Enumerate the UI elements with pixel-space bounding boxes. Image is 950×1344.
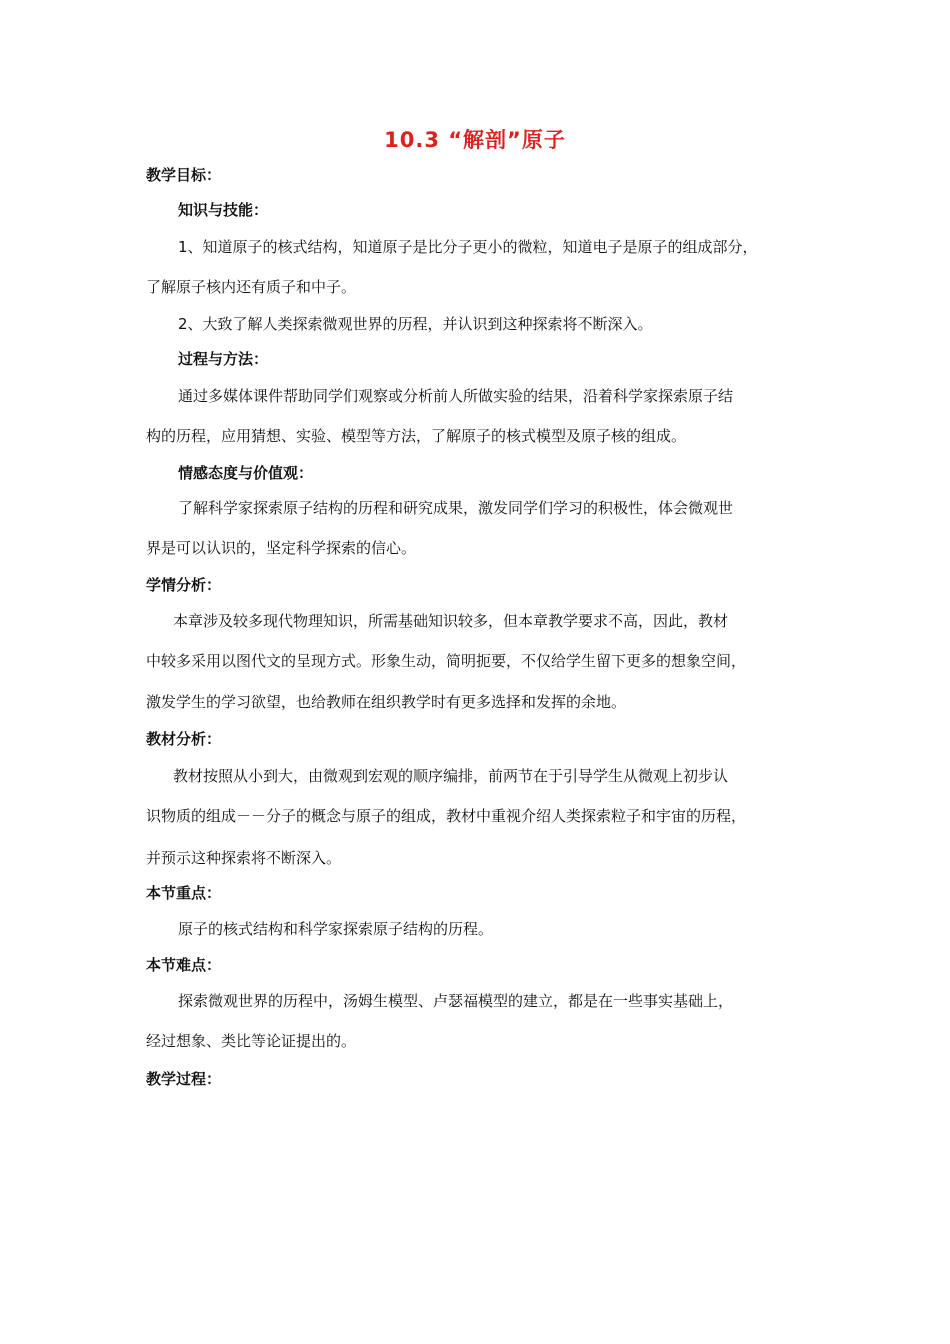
difficulties-line2: 经过想象、类比等论证提出的。: [146, 1032, 357, 1050]
student-analysis-line2: 中较多采用以图代文的呈现方式。形象生动，简明扼要，不仅给学生留下更多的想象空间，: [146, 652, 747, 670]
material-analysis-line2: 识物质的组成－－分子的概念与原子的组成，教材中重视介绍人类探索粒子和宇宙的历程，: [146, 807, 747, 825]
process-methods-subheading: 过程与方法：: [178, 350, 269, 368]
knowledge-item1-line1: 1、知道原子的核式结构，知道原子是比分子更小的微粒，知道电子是原子的组成部分，: [178, 238, 758, 256]
document-title: 10.3 “解剖”原子: [384, 128, 566, 152]
key-points-heading: 本节重点：: [146, 884, 222, 902]
student-analysis-line1: 本章涉及较多现代物理知识，所需基础知识较多，但本章教学要求不高，因此，教材: [173, 612, 729, 630]
knowledge-item1-line2: 了解原子核内还有质子和中子。: [146, 278, 357, 296]
key-points-line1: 原子的核式结构和科学家探索原子结构的历程。: [178, 920, 494, 938]
material-analysis-heading: 教材分析：: [146, 730, 222, 748]
process-methods-line1: 通过多媒体课件帮助同学们观察或分析前人所做实验的结果，沿着科学家探索原子结: [178, 387, 734, 405]
material-analysis-line3: 并预示这种探索将不断深入。: [146, 849, 342, 867]
teaching-process-heading: 教学过程：: [146, 1070, 222, 1088]
knowledge-item2: 2、大致了解人类探索微观世界的历程，并认识到这种探索将不断深入。: [178, 315, 653, 333]
knowledge-skills-subheading: 知识与技能：: [178, 201, 269, 219]
attitude-values-line1: 了解科学家探索原子结构的历程和研究成果，激发同学们学习的积极性，体会微观世: [178, 499, 734, 517]
difficulties-heading: 本节难点：: [146, 956, 222, 974]
difficulties-line1: 探索微观世界的历程中，汤姆生模型、卢瑟福模型的建立，都是在一些事实基础上，: [178, 992, 734, 1010]
process-methods-line2: 构的历程，应用猜想、实验、模型等方法，了解原子的核式模型及原子核的组成。: [146, 427, 687, 445]
teaching-goals-heading: 教学目标：: [146, 166, 222, 184]
attitude-values-line2: 界是可以认识的，坚定科学探索的信心。: [146, 539, 417, 557]
student-analysis-heading: 学情分析：: [146, 576, 222, 594]
student-analysis-line3: 激发学生的学习欲望，也给教师在组织教学时有更多选择和发挥的余地。: [146, 693, 627, 711]
attitude-values-subheading: 情感态度与价值观：: [178, 464, 314, 482]
material-analysis-line1: 教材按照从小到大，由微观到宏观的顺序编排，前两节在于引导学生从微观上初步认: [173, 767, 729, 785]
